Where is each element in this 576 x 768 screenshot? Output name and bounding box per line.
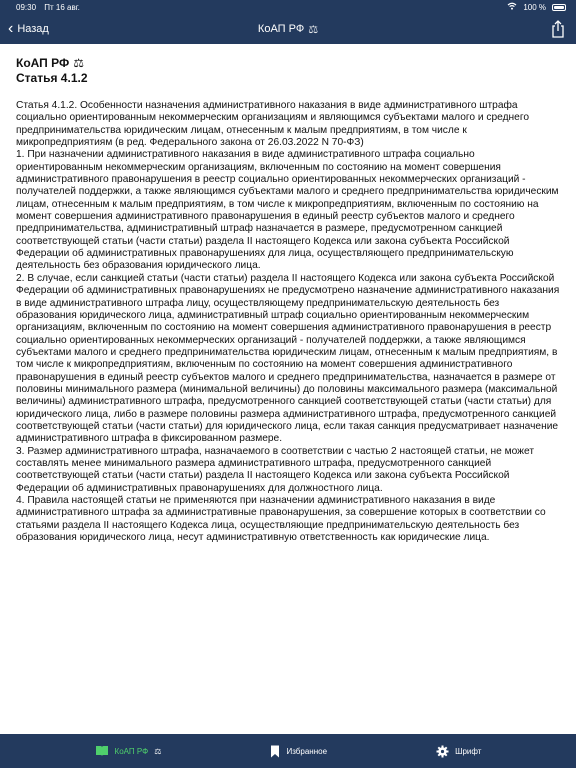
tab-koap-label: КоАП РФ xyxy=(114,746,149,756)
share-icon xyxy=(550,20,566,38)
tab-koap[interactable] xyxy=(95,745,162,757)
tab-bar xyxy=(0,734,576,768)
status-date: Пт 16 авг. xyxy=(44,2,80,12)
article-paragraph-4: 4. Правила настоящей статьи не применяются при назначении административного наказания в виде административного штрафа за административные правонарушения, за совершение которых в соответствии со статьями раздела II настоящего Кодекса лица, осуществляющие предпринимательскую деятельность без образования юридического лица, несут административную ответственность как юридические лица. xyxy=(16,495,546,544)
bookmark-icon xyxy=(270,745,280,758)
battery-percent: 100 % xyxy=(523,2,546,12)
share-button[interactable] xyxy=(550,20,566,38)
book-icon xyxy=(95,745,109,757)
tab-font-label: Шрифт xyxy=(455,746,482,756)
document-title-text: КоАП РФ xyxy=(16,56,70,70)
nav-title xyxy=(258,23,318,36)
status-time: 09:30 xyxy=(16,2,37,12)
tab-favorites[interactable] xyxy=(270,745,327,758)
back-button[interactable] xyxy=(8,14,49,44)
chevron-left-icon: ‹ xyxy=(8,20,14,37)
gear-icon xyxy=(436,745,449,758)
navigation-bar xyxy=(0,14,576,44)
article-number: Статья 4.1.2 xyxy=(16,71,88,85)
tab-font[interactable] xyxy=(436,745,481,758)
tab-favorites-label: Избранное xyxy=(286,746,328,756)
status-right xyxy=(507,2,566,12)
scales-icon: ⚖ xyxy=(308,23,319,36)
battery-icon xyxy=(552,4,566,11)
back-button-label: Назад xyxy=(17,23,49,35)
wifi-icon xyxy=(507,2,517,12)
article-content xyxy=(0,44,576,734)
article-paragraph-3: 3. Размер административного штрафа, назначаемого в соответствии с частью 2 настоящей статьи, не может составлять менее минимального размера административного штрафа, предусмотренного санкцией соответствующей статьи (части статьи) раздела II настоящего Кодекса или закона субъекта Российской Федерации об административных правонарушениях для должностного лица. xyxy=(16,445,534,494)
document-title xyxy=(16,56,560,71)
nav-title-text: КоАП РФ xyxy=(257,23,305,35)
status-left xyxy=(16,3,86,12)
status-bar xyxy=(0,0,576,14)
article-paragraph-2: 2. В случае, если санкцией статьи (части статьи) раздела II настоящего Кодекса или закона субъекта Российской Федерации об административных правонарушениях не предусмотрено назначение административного наказания в виде административного штрафа лицу, осуществляющему предпринимательскую деятельность без образования юридического лица, административный штраф социально ориентированным некоммерческим организациям, включенным по состоянию на момент совершения административного правонарушения в реестр социально ориентированных некоммерческих организаций - получателей поддержки, а также являющимся субъектами малого и среднего предпринимательства юридическим лицам, отнесенным к малым предприятиям, в том числе к микропредприятиям, включенным по состоянию на момент совершения административного правонарушения в единый реестр субъектов малого и среднего предпринимательства, назначается в размере от половины минимального размера (минимальной величины) до половины максимального размера (максимальной величины) административного штрафа, предусмотренного санкцией соответствующей статьи (части статьи) для юридического лица, либо в размере половины размера административного штрафа, предусмотренного санкцией соответствующей статьи (части статьи) для юридического лица, если такая санкция предусматривает назначение административного штрафа в фиксированном размере. xyxy=(16,272,560,445)
scales-icon: ⚖ xyxy=(154,746,162,756)
scales-icon: ⚖ xyxy=(73,56,84,70)
article-heading-paragraph: Статья 4.1.2. Особенности назначения административного наказания в виде административного штрафа социально ориентированным некоммерческим организациям и являющимся субъектами малого и среднего предпринимательства юридическим лицам, отнесенным к малым предприятиям, в том числе к микропредприятиям (в ред. Федерального закона от 26.03.2022 N 70-ФЗ) xyxy=(16,100,530,149)
article-paragraph-1: 1. При назначении административного наказания в виде административного штрафа социально ориентированным некоммерческим организациям, включенным по состоянию на момент совершения административного правонарушения в реестр социально ориентированных некоммерческих организаций - получателей поддержки, а также являющимся субъектами малого и среднего предпринимательства юридическим лицам, отнесенным к малым предприятиям, в том числе к микропредприятиям, включенным по состоянию на момент совершения административного правонарушения в единый реестр субъектов малого и среднего предпринимательства, административный штраф назначается в размере, предусмотренном санкцией соответствующей статьи (части статьи) раздела II настоящего Кодекса или закона субъекта Российской Федерации об административных правонарушениях для лица, осуществляющего предпринимательскую деятельность без образования юридического лица. xyxy=(16,149,559,272)
